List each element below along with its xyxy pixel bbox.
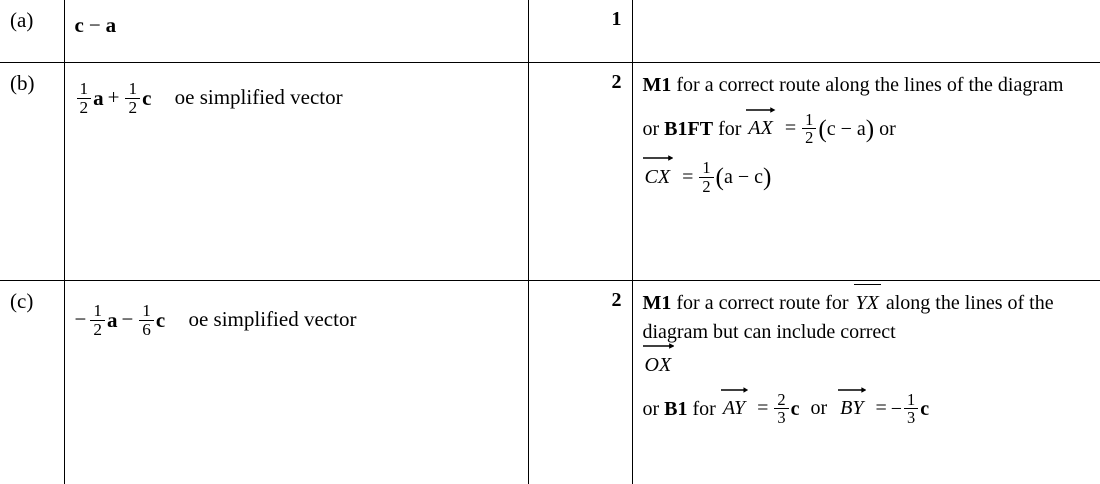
expression-a-minus-c: a − c	[723, 165, 763, 188]
notes-cell-b	[632, 62, 1100, 280]
table-row	[0, 62, 1100, 280]
notes-line-cx-b	[643, 157, 1091, 196]
answer-cell-a	[64, 0, 528, 62]
vector-c: c	[74, 13, 84, 38]
fraction-one-half-a: $\frac{1}{2}$	[77, 80, 92, 118]
vector-equation-ay	[721, 389, 800, 428]
notes-line-ox-c	[643, 351, 1091, 380]
fraction-one-half-a: $\frac{1}{2}$	[90, 302, 105, 340]
fraction-one-half: $\frac{1}{2}$	[699, 159, 713, 195]
notes-line-b1ft-b	[642, 109, 1091, 148]
fraction-one-third: $\frac{1}{3}$	[904, 391, 918, 427]
code-m1: M1	[642, 73, 672, 96]
notes-text: for a correct route along the lines of the diagram	[671, 73, 1064, 96]
minus-sign: −	[88, 13, 101, 38]
vector-yx-label: YX	[854, 289, 881, 318]
notes-or-prefix: or	[642, 397, 665, 420]
mark-value-c: 2	[528, 280, 632, 484]
close-paren: )	[762, 163, 772, 191]
notes-text-cont: along the lines of the diagram but can include correct	[642, 291, 1054, 343]
vector-c: c	[142, 85, 152, 110]
table-row	[0, 280, 1100, 484]
code-m1: M1	[642, 291, 672, 314]
vector-a: a	[93, 85, 104, 110]
over-arrow-icon	[643, 154, 674, 161]
fraction-one-half: $\frac{1}{2}$	[802, 111, 816, 147]
fraction-one-sixth-c: $\frac{1}{6}$	[139, 302, 154, 340]
over-bar-icon	[854, 284, 881, 285]
vector-cx-label: CX	[643, 163, 673, 192]
oe-note-c: oe simplified vector	[188, 307, 357, 332]
oe-note-b: oe simplified vector	[174, 85, 343, 110]
equals-sign: =	[757, 397, 769, 420]
vector-a: a	[105, 13, 117, 38]
notes-or-suffix: or	[879, 117, 896, 140]
answer-cell-b	[64, 62, 528, 280]
vector-ax-label: AX	[746, 114, 774, 143]
vector-c: c	[920, 397, 930, 420]
vector-c: c	[790, 397, 800, 420]
plus-sign: +	[107, 85, 120, 110]
part-label-b: (b)	[0, 62, 64, 280]
vector-ay-label: AY	[721, 394, 747, 423]
notes-cell-c	[632, 280, 1100, 484]
vector-ox-label: OX	[643, 351, 674, 380]
mark-value-b: 2	[528, 62, 632, 280]
vector-by-label: BY	[838, 394, 865, 423]
vector-equation-by	[838, 389, 930, 428]
answer-expression-b	[75, 78, 152, 119]
notes-text: for a correct route for	[671, 291, 854, 314]
notes-for-text: for	[713, 117, 747, 140]
notes-line-m1-c	[643, 289, 1091, 347]
notes-cell-a	[632, 0, 1100, 62]
part-label-a: (a)	[0, 0, 64, 62]
over-arrow-icon	[721, 386, 748, 393]
equals-sign: =	[875, 397, 887, 420]
mark-value-a: 1	[528, 0, 632, 62]
equals-sign: =	[784, 117, 797, 140]
table-row	[0, 0, 1100, 62]
notes-or-prefix: or	[642, 117, 665, 140]
vector-equation-ax	[746, 109, 875, 148]
code-b1ft: B1FT	[664, 117, 714, 140]
minus-sign: −	[121, 307, 134, 332]
notes-line-m1-b	[643, 71, 1091, 100]
fraction-two-thirds: $\frac{2}{3}$	[774, 391, 788, 427]
vector-a: a	[106, 307, 118, 332]
equals-sign: =	[682, 165, 694, 188]
vector-equation-cx	[643, 157, 772, 196]
answer-cell-c	[64, 280, 528, 484]
part-label-c: (c)	[0, 280, 64, 484]
open-paren: (	[715, 163, 724, 191]
over-arrow-icon	[746, 106, 775, 113]
leading-minus-sign: −	[74, 307, 87, 332]
notes-for-text: for	[687, 397, 721, 420]
close-paren: )	[865, 115, 875, 143]
notes-or-suffix: or	[810, 397, 828, 420]
open-paren: (	[818, 115, 827, 143]
over-arrow-icon	[838, 386, 866, 393]
code-b1: B1	[664, 397, 688, 420]
answer-expression-c	[74, 300, 166, 341]
minus-sign: −	[890, 397, 903, 420]
notes-line-b1-c	[642, 389, 1091, 428]
fraction-one-half-c: $\frac{1}{2}$	[125, 80, 140, 118]
answer-expression-a	[75, 11, 117, 39]
vector-c: c	[155, 307, 166, 332]
expression-c-minus-a: c − a	[826, 117, 866, 140]
